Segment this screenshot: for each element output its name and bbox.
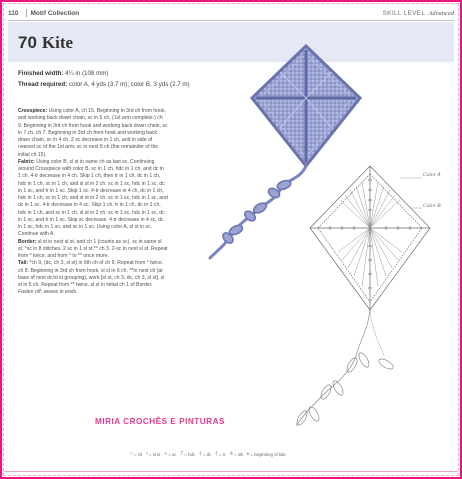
watermark-text: MIRIA CROCHÊS E PINTURAS bbox=[95, 417, 225, 426]
fabric-label: Fabric: bbox=[18, 158, 35, 165]
header-rule bbox=[8, 20, 454, 21]
instructions bbox=[18, 108, 168, 297]
crosspiece-label: Crosspiece: bbox=[18, 108, 48, 114]
finished-width-label: Finished width: bbox=[18, 70, 64, 77]
tail-finish-text: Fasten off, weave in ends. bbox=[18, 289, 78, 296]
key-single-crochet: + = sc bbox=[164, 451, 177, 457]
pattern-specs bbox=[18, 68, 190, 90]
legend-color-b: Color B bbox=[423, 203, 441, 209]
page-number: 110 bbox=[8, 9, 19, 17]
slip-stitch-symbol-icon: • bbox=[146, 451, 149, 457]
key-double-crochet: ‡ = dc bbox=[199, 451, 212, 457]
tail-label: Tail: bbox=[18, 260, 29, 267]
crosspiece-text: Using color A, ch 15. Beginning in 3rd ch from hook, and working back down chain, sc in 5 ch, (1st arm complete.) ch 9. Beginning in 3rd ch from hook and working back down chain, sc in 7 ch. ch 7. Beginning in 3rd ch from hook and working back down chain, sc in 4 ch. 2 sc decrease in 1 ch, and in side of nearest sc of the 1st arm, sc in next 8 ch (the remainder of the initial ch 15). bbox=[18, 108, 168, 158]
half-double-symbol-icon: T bbox=[180, 451, 184, 457]
treble-symbol-icon: ‡ bbox=[215, 451, 218, 457]
single-crochet-symbol-icon: + bbox=[164, 451, 168, 457]
double-crochet-symbol-icon: ‡ bbox=[199, 451, 202, 457]
pattern-title bbox=[18, 33, 73, 53]
tail-text: *ch 9, (dc, ch 3, sl st) in 6th ch of ch 9. Repeat from * twice. ch 8. Beginning in 3rd ch from hook, sl st in 6 ch. **In next ch (at base of next dc/sl st grouping), work [sl st, ch 3, dc, ch 3, sl st]. sl st in 5 ch. Repeat from ** twice. sl st in initial ch 1 of Border. bbox=[18, 260, 165, 288]
chart-kite-outline bbox=[310, 166, 430, 310]
key-slip-stitch: • = sl st bbox=[146, 451, 161, 457]
key-treble: ‡ = tr bbox=[215, 451, 226, 457]
tail-paragraph bbox=[18, 260, 168, 296]
pattern-number: 70 bbox=[18, 33, 37, 52]
key-chain: ○ = ch bbox=[130, 451, 143, 457]
skill-level-label: SKILL LEVEL bbox=[382, 9, 426, 17]
beginning-arrow-icon: ▸ bbox=[247, 451, 250, 457]
finished-width-value: 4¼ in (108 mm) bbox=[65, 70, 109, 77]
chart-legend-leaders bbox=[400, 178, 422, 208]
border-paragraph bbox=[18, 239, 168, 261]
key-half-double: T = hdc bbox=[180, 451, 196, 457]
chart-tail-bows bbox=[295, 351, 395, 426]
page-header bbox=[8, 6, 454, 20]
legend-color-a: Color A bbox=[423, 172, 441, 178]
thread-required-label: Thread required: bbox=[18, 81, 68, 88]
border-label: Border: bbox=[18, 238, 37, 245]
crochet-chart bbox=[280, 160, 460, 440]
finished-width bbox=[18, 68, 190, 79]
fabric-text: Using color B, sl st in same ch as last sc. Continuing around Crosspiece with color B, sc in 1 ch, hdc in 1 ch, and dc in 1 ch. 4-tr decrease in 4 ch. Skip 1 ch, then tr in 1 ch, dc in 1 ch, hdc in 1 ch, sc in 1 ch, and sl st in 2 ch. sc in 1 sc, hdc in 1 sc, dc in 1 sc, and tr in 1 sc. Skip 1 sc. 4-tr decrease in 4 ch, dc in 1 ch, hdc in 1 ch, sc in 1 ch, and sl st in 2 ch. sc in 1 sc, hdc in 1 sc, and dc in 1 sc. 4-tr decrease in 4 sc. Skip 1 ch. tr in 1 ch, dc in 1 ch, hdc in 1 ch, and sc in 1 ch, sl st in 2 ch. sc in 1 sc, hdc in 1 sc, dc in 1 sc, and tr in 1 sc. Skip sc decrease. 4-tr decrease in 4 sc, dc in 1 sc, hdc in 1 sc, and sc in 1 sc. Using color A, sl st in sc. Continue with A. bbox=[18, 158, 168, 238]
key-double-treble: ⋔ = dtr bbox=[229, 451, 244, 457]
bottom-border bbox=[4, 471, 458, 472]
key-beginning: ▸ = beginning of kite bbox=[247, 451, 286, 457]
thread-required-value: color A, 4 yds (3.7 m); color B, 3 yds (2.7 m) bbox=[68, 81, 190, 88]
header-separator bbox=[26, 9, 27, 17]
border-text: sl st in next sl st, and ch 1 (counts as sc). sc in same sl st. *sc in 8 stitches. 2 sc in 1 sl st.** ch 3. 2-sc in next sl st. Repeat from * twice, and from * to ** once more. bbox=[18, 238, 168, 259]
section-title: Motif Collection bbox=[30, 9, 80, 17]
skill-level-value: Advanced bbox=[428, 9, 454, 17]
kite-body bbox=[252, 46, 360, 166]
thread-required bbox=[18, 79, 190, 90]
crosspiece-paragraph bbox=[18, 108, 168, 159]
stitch-key bbox=[130, 451, 286, 457]
pattern-name: Kite bbox=[41, 33, 74, 52]
fabric-paragraph bbox=[18, 159, 168, 239]
chain-symbol-icon: ○ bbox=[130, 451, 134, 457]
double-treble-symbol-icon: ⋔ bbox=[229, 451, 234, 457]
